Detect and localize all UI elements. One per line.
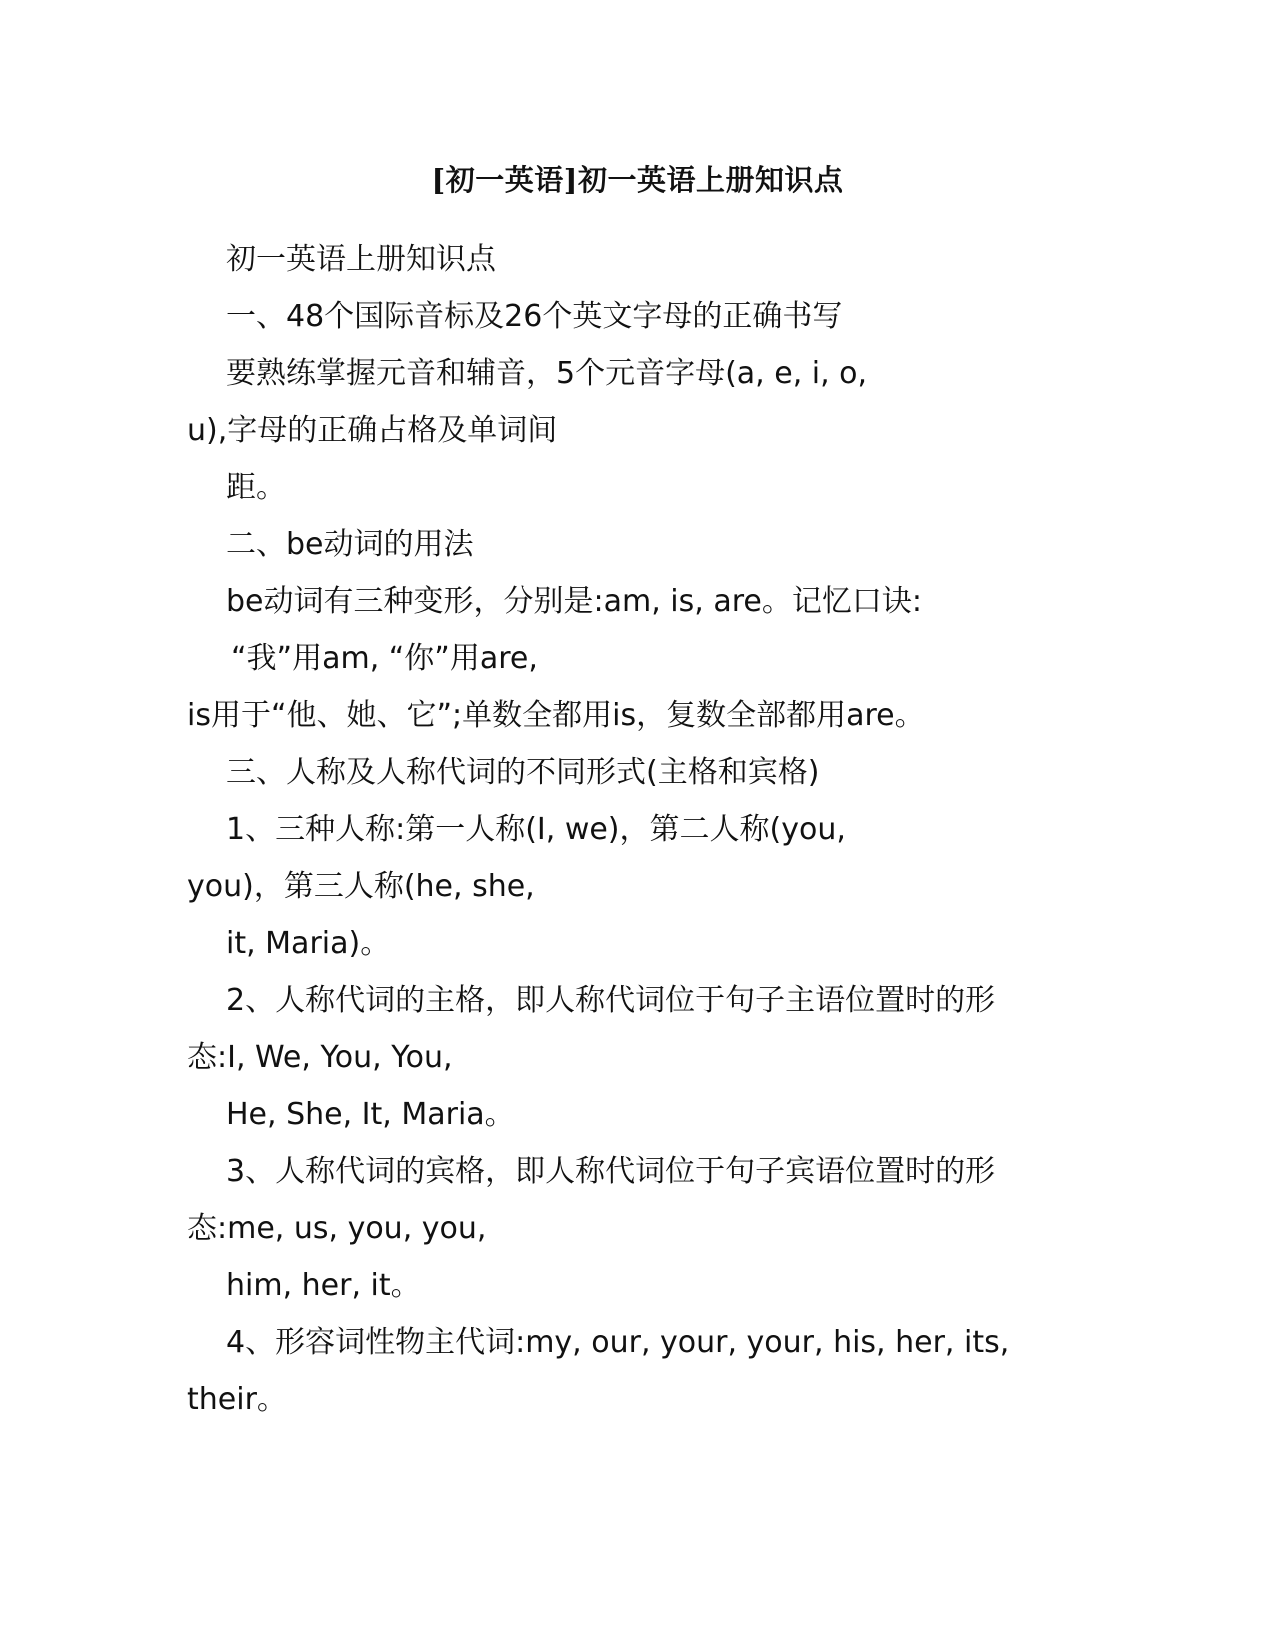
- paragraph-line: 二、be动词的用法: [226, 527, 474, 562]
- paragraph-line: “我”用am, “你”用are,: [231, 641, 538, 676]
- paragraph-line: 态:me, us, you, you,: [187, 1211, 487, 1246]
- paragraph-line: it, Maria)。: [226, 926, 391, 961]
- paragraph-line: 态:I, We, You, You,: [187, 1040, 453, 1075]
- paragraph-line: 初一英语上册知识点: [226, 242, 496, 277]
- paragraph-line: you)，第三人称(he, she,: [187, 869, 535, 904]
- paragraph-line: 三、人称及人称代词的不同形式(主格和宾格): [226, 755, 820, 790]
- paragraph-line: 一、48个国际音标及26个英文字母的正确书写: [226, 299, 843, 334]
- paragraph-line: their。: [187, 1382, 287, 1417]
- paragraph-line: He, She, It, Maria。: [226, 1097, 515, 1132]
- paragraph-line: be动词有三种变形，分别是:am, is, are。记忆口诀:: [226, 584, 922, 619]
- document-title: [初一英语]初一英语上册知识点: [431, 163, 844, 197]
- paragraph-line: 距。: [226, 470, 286, 505]
- paragraph-line: him, her, it。: [226, 1268, 421, 1303]
- paragraph-line: is用于“他、她、它”;单数全都用is，复数全部都用are。: [187, 698, 925, 733]
- paragraph-line: 要熟练掌握元音和辅音，5个元音字母(a, e, i, o,: [226, 356, 868, 391]
- paragraph-line: 3、人称代词的宾格，即人称代词位于句子宾语位置时的形: [226, 1154, 996, 1189]
- paragraph-line: 4、形容词性物主代词:my, our, your, your, his, her, its,: [226, 1325, 1010, 1360]
- paragraph-line: 2、人称代词的主格，即人称代词位于句子主语位置时的形: [226, 983, 996, 1018]
- paragraph-line: 1、三种人称:第一人称(I, we)，第二人称(you,: [226, 812, 846, 847]
- document-body: [187, 231, 1087, 1428]
- paragraph-line: u),字母的正确占格及单词间: [187, 413, 558, 448]
